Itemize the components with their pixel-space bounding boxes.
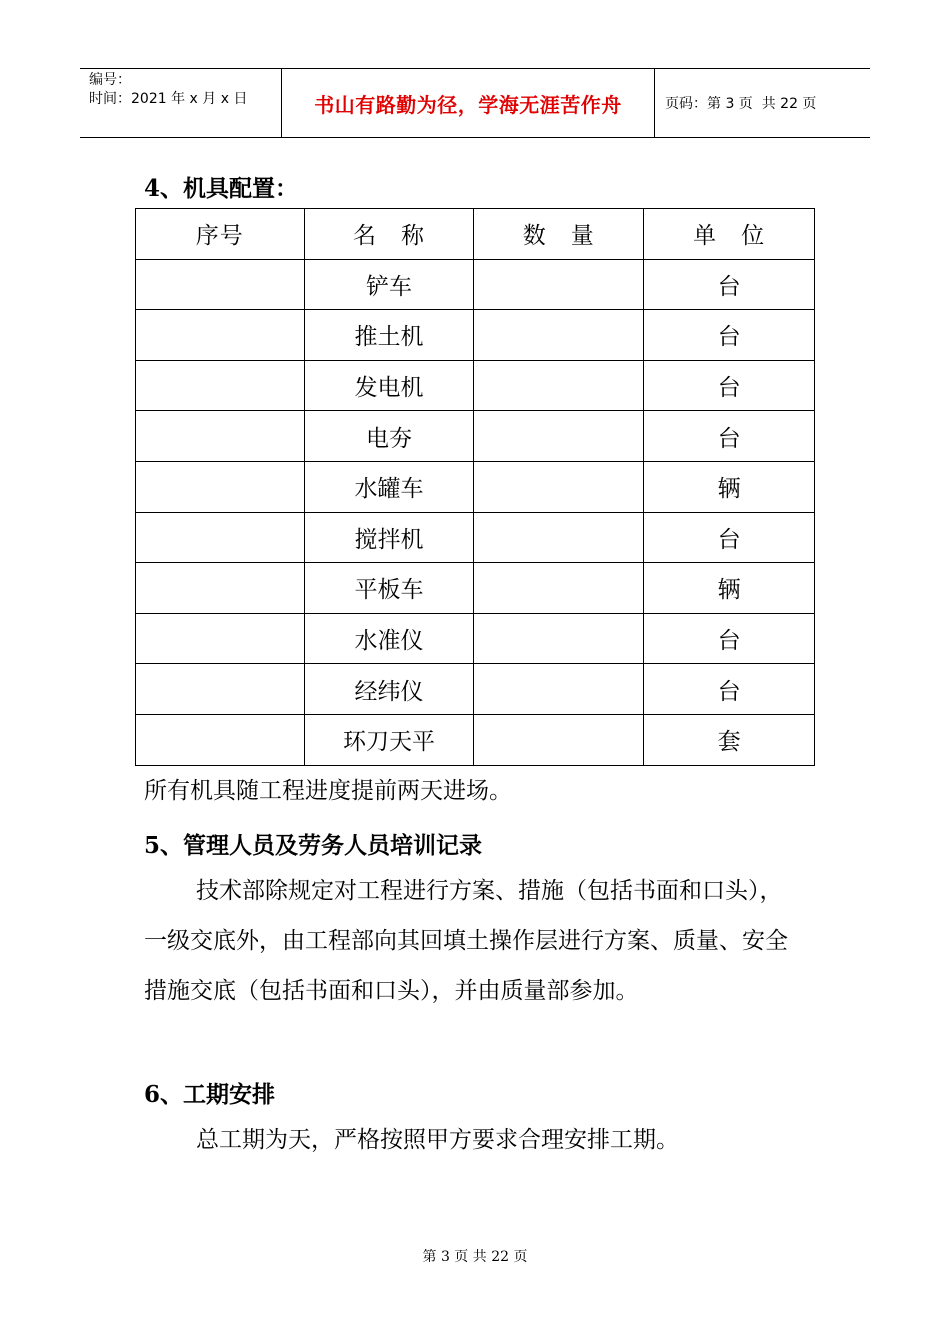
cell-name: 水准仪 bbox=[304, 613, 474, 664]
cell-name: 平板车 bbox=[304, 563, 474, 614]
cell-number bbox=[136, 411, 305, 462]
cell-unit: 台 bbox=[644, 664, 815, 715]
cell-name: 发电机 bbox=[304, 360, 474, 411]
cell-name: 铲车 bbox=[304, 259, 474, 310]
cell-unit: 台 bbox=[644, 360, 815, 411]
table-header-row bbox=[136, 209, 815, 260]
cell-number bbox=[136, 360, 305, 411]
cell-quantity bbox=[474, 714, 644, 765]
cell-unit: 台 bbox=[644, 411, 815, 462]
cell-name: 环刀天平 bbox=[304, 714, 474, 765]
cell-unit: 辆 bbox=[644, 461, 815, 512]
cell-number bbox=[136, 310, 305, 361]
table-row bbox=[136, 512, 815, 563]
cell-number bbox=[136, 461, 305, 512]
cell-number bbox=[136, 664, 305, 715]
section-6-body: 总工期为天，严格按照甲方要求合理安排工期。 bbox=[196, 1127, 679, 1153]
cell-number bbox=[136, 259, 305, 310]
table-row bbox=[136, 259, 815, 310]
cell-number bbox=[136, 563, 305, 614]
table-row bbox=[136, 714, 815, 765]
cell-name: 经纬仪 bbox=[304, 664, 474, 715]
cell-quantity bbox=[474, 664, 644, 715]
section-4-heading: 4、机具配置： bbox=[144, 175, 299, 202]
document-date-label: 时间：2021 年 x 月 x 日 bbox=[89, 91, 248, 107]
cell-unit: 套 bbox=[644, 714, 815, 765]
column-header-quantity: 数 量 bbox=[474, 209, 644, 260]
cell-name: 电夯 bbox=[304, 411, 474, 462]
column-header-unit: 单 位 bbox=[644, 209, 815, 260]
column-header-number: 序号 bbox=[136, 209, 305, 260]
cell-unit: 台 bbox=[644, 613, 815, 664]
machinery-note: 所有机具随工程进度提前两天进场。 bbox=[144, 778, 512, 804]
table-row bbox=[136, 461, 815, 512]
cell-quantity bbox=[474, 259, 644, 310]
table-row bbox=[136, 360, 815, 411]
cell-quantity bbox=[474, 310, 644, 361]
cell-unit: 辆 bbox=[644, 563, 815, 614]
header-page-info: 页码：第 3 页 共 22 页 bbox=[665, 96, 817, 112]
cell-quantity bbox=[474, 613, 644, 664]
cell-unit: 台 bbox=[644, 259, 815, 310]
table-row bbox=[136, 563, 815, 614]
section-5-heading: 5、管理人员及劳务人员培训记录 bbox=[144, 832, 483, 859]
cell-number bbox=[136, 613, 305, 664]
machinery-table bbox=[135, 208, 815, 766]
cell-name: 推土机 bbox=[304, 310, 474, 361]
cell-quantity bbox=[474, 512, 644, 563]
cell-name: 搅拌机 bbox=[304, 512, 474, 563]
page-header bbox=[80, 68, 870, 138]
table-row bbox=[136, 411, 815, 462]
cell-number bbox=[136, 512, 305, 563]
cell-unit: 台 bbox=[644, 310, 815, 361]
cell-quantity bbox=[474, 563, 644, 614]
cell-name: 水罐车 bbox=[304, 461, 474, 512]
header-motto: 书山有路勤为径，学海无涯苦作舟 bbox=[282, 69, 655, 137]
table-row bbox=[136, 664, 815, 715]
document-number-label: 编号： bbox=[89, 72, 131, 88]
section-6-heading: 6、工期安排 bbox=[144, 1081, 276, 1108]
column-header-name: 名 称 bbox=[304, 209, 474, 260]
cell-unit: 台 bbox=[644, 512, 815, 563]
section-5-body: 技术部除规定对工程进行方案、措施（包括书面和口头），一级交底外，由工程部向其回填土操作层进行方案、质量、安全措施交底（包括书面和口头），并由质量部参加。 bbox=[144, 878, 788, 1004]
table-row bbox=[136, 310, 815, 361]
cell-quantity bbox=[474, 461, 644, 512]
page-footer: 第 3 页 共 22 页 bbox=[422, 1249, 528, 1265]
header-meta bbox=[80, 69, 282, 137]
cell-quantity bbox=[474, 411, 644, 462]
cell-quantity bbox=[474, 360, 644, 411]
cell-number bbox=[136, 714, 305, 765]
table-row bbox=[136, 613, 815, 664]
